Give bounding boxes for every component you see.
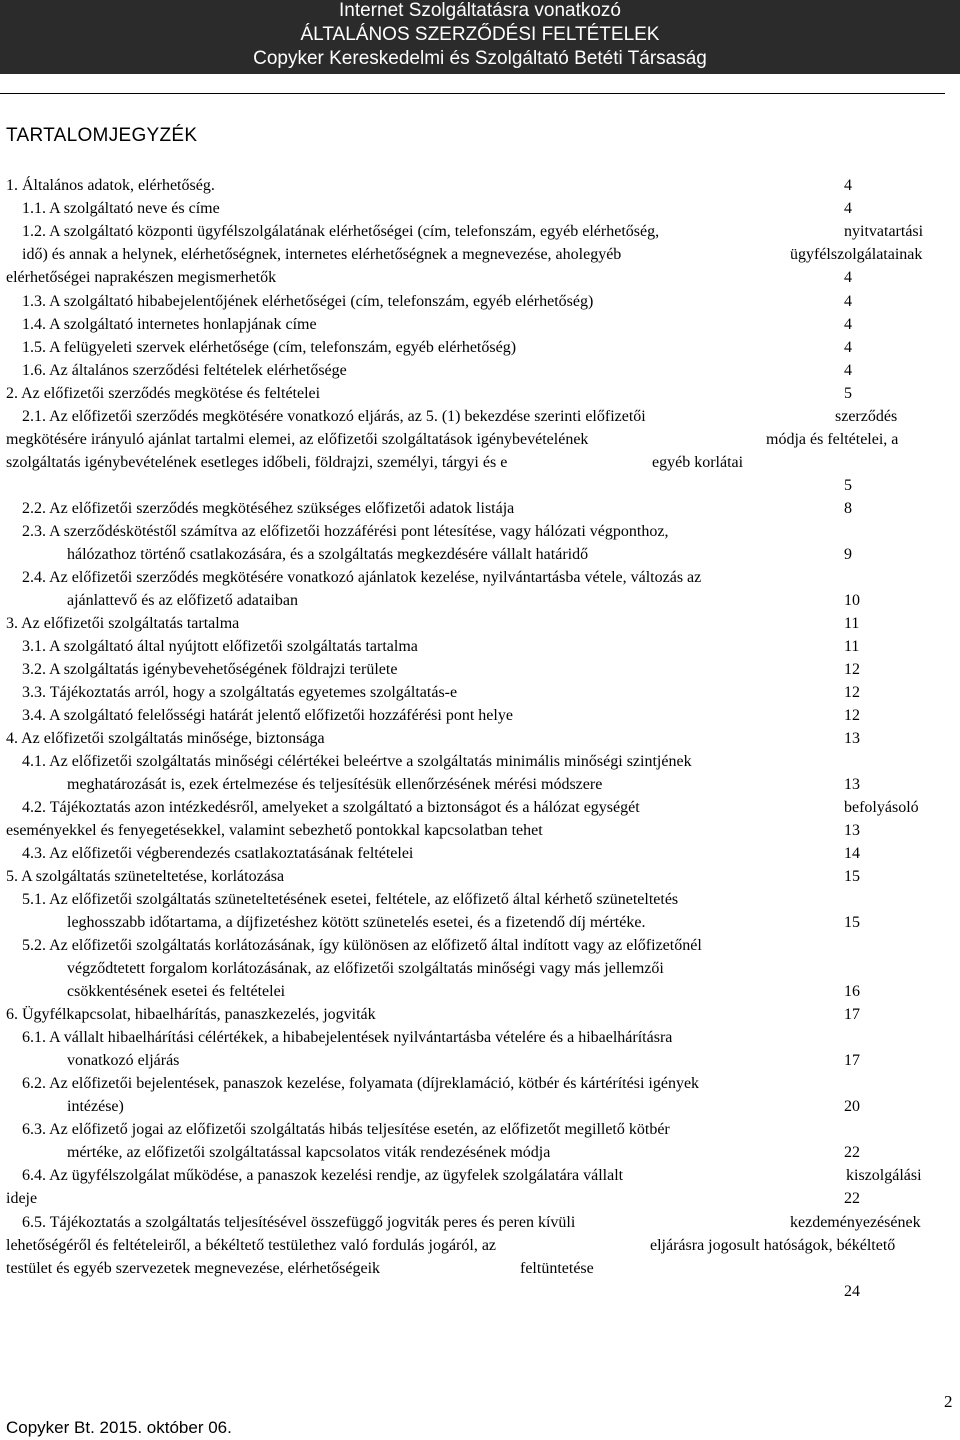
toc-line: kiszolgálási <box>846 1167 922 1184</box>
toc-line: feltüntetése <box>520 1260 594 1277</box>
toc-line: 3.1. A szolgáltató által nyújtott előfizetői szolgáltatás tartalma <box>22 638 418 655</box>
toc-line: 2.1. Az előfizetői szerződés megkötésére vonatkozó eljárás, az 5. (1) bekezdése szerinti előfizetői <box>22 408 646 425</box>
toc-page-number: 12 <box>844 707 860 724</box>
toc-page-number: 8 <box>844 500 852 517</box>
toc-page-number: 13 <box>844 730 860 747</box>
toc-line: szerződés <box>835 408 898 425</box>
document-footer: Copyker Bt. 2015. október 06. <box>6 1418 232 1437</box>
toc-page-number: 22 <box>844 1190 860 1207</box>
toc-page-number: 10 <box>844 592 860 609</box>
toc-line: meghatározását is, ezek értelmezése és teljesítésük ellenőrzésének mérési módszere <box>67 776 603 793</box>
toc-page-number: 17 <box>844 1006 860 1023</box>
toc-line: csökkentésének esetei és feltételei <box>67 983 286 1000</box>
header-line-1: Internet Szolgáltatásra vonatkozó <box>338 0 621 21</box>
toc-page-number: 11 <box>844 615 860 632</box>
toc-line: 2.4. Az előfizetői szerződés megkötésére vonatkozó ajánlatok kezelése, nyilvántartásba vétele, változás az <box>22 569 702 586</box>
toc-line: leghosszabb időtartama, a díjfizetéshez kötött szünetelés esetei, és a fizetendő díj mértéke. <box>67 914 646 931</box>
toc-line: 1.4. A szolgáltató internetes honlapjának címe <box>22 316 317 333</box>
toc-line: 5.1. Az előfizetői szolgáltatás szüneteltetésének esetei, feltétele, az előfizető által kérhető szüneteltetés <box>22 891 679 908</box>
toc-line: elérhetőségei naprakészen megismerhetők <box>6 269 277 286</box>
toc-line: testület és egyéb szervezetek megnevezése, elérhetőségeik <box>6 1260 381 1277</box>
toc-line: 3.2. A szolgáltatás igénybevehetőségének földrajzi területe <box>22 661 398 678</box>
toc-page-number: 4 <box>844 200 852 217</box>
header-line-2: ÁLTALÁNOS SZERZŐDÉSI FELTÉTELEK <box>300 24 660 45</box>
toc-line: 1.6. Az általános szerződési feltételek elérhetősége <box>22 362 347 379</box>
toc-line: 3. Az előfizetői szolgáltatás tartalma <box>6 615 240 632</box>
toc-line: idő) és annak a helynek, elérhetőségnek, internetes elérhetőségnek a megnevezése, aholegyéb <box>22 246 622 263</box>
toc-line: 6. Ügyfélkapcsolat, hibaelhárítás, panaszkezelés, jogviták <box>6 1006 376 1023</box>
toc-page-number: 4 <box>844 269 852 286</box>
header-rule <box>0 93 945 94</box>
toc-line: 6.5. Tájékoztatás a szolgáltatás teljesítésével összefüggő jogviták peres és peren kívüli <box>22 1214 576 1231</box>
toc-line: 1.1. A szolgáltató neve és címe <box>22 200 220 217</box>
toc-line: vonatkozó eljárás <box>67 1052 180 1069</box>
toc-line: végződtetett forgalom korlátozásának, az előfizetői szolgáltatás minőségi vagy más jellemzői <box>67 960 664 977</box>
toc-page-number: 16 <box>844 983 860 1000</box>
toc-line: 6.2. Az előfizetői bejelentések, panaszok kezelése, folyamata (díjreklamáció, kötbér és kártérítési igények <box>22 1075 700 1092</box>
toc-page-number: 4 <box>844 293 852 310</box>
toc-line: 1.2. A szolgáltató központi ügyfélszolgálatának elérhetőségei (cím, telefonszám, egyéb elérhetőség, <box>22 223 660 240</box>
toc-page-number: 4 <box>844 362 852 379</box>
toc-title: TARTALOMJEGYZÉK <box>6 125 198 146</box>
toc-line: 2.2. Az előfizetői szerződés megkötéséhez szükséges előfizetői adatok listája <box>22 500 515 517</box>
toc-page-number: 4 <box>844 339 852 356</box>
toc-line: 6.1. A vállalt hibaelhárítási célértékek, a hibabejelentések nyilvántartásba vételére és a hibaelhárításra <box>22 1029 673 1046</box>
toc-line: 1. Általános adatok, elérhetőség. <box>6 177 215 194</box>
toc-page-number: 11 <box>844 638 860 655</box>
toc-page-number: 9 <box>844 546 852 563</box>
toc-line: befolyásoló <box>844 799 919 816</box>
toc-line: szolgáltatás igénybevételének esetleges időbeli, földrajzi, személyi, tárgyi és e <box>6 454 508 471</box>
toc-line: eljárásra jogosult hatóságok, békéltető <box>650 1237 896 1254</box>
toc-line: 6.3. Az előfizető jogai az előfizetői szolgáltatás hibás teljesítése esetén, az előfizetőt megillető kötbér <box>22 1121 670 1138</box>
document-header <box>0 0 960 74</box>
toc-line: intézése) <box>67 1098 124 1115</box>
toc-page-number: 5 <box>844 385 852 402</box>
toc-line: módja és feltételei, a <box>766 431 899 448</box>
toc-line: 4.3. Az előfizetői végberendezés csatlakoztatásának feltételei <box>22 845 414 862</box>
toc-line: kezdeményezésének <box>790 1214 921 1231</box>
toc-page-number: 5 <box>844 477 852 494</box>
toc-line: egyéb korlátai <box>652 454 744 471</box>
toc-page-number: 15 <box>844 914 860 931</box>
toc-line: megkötésére irányuló ajánlat tartalmi elemei, az előfizetői szolgáltatások igénybevételének <box>6 431 589 448</box>
toc-page-number: 4 <box>844 316 852 333</box>
toc-line: nyitvatartási <box>844 223 924 240</box>
toc-page-number: 14 <box>844 845 860 862</box>
toc-line: 1.3. A szolgáltató hibabejelentőjének elérhetőségei (cím, telefonszám, egyéb elérhetőség) <box>22 293 594 310</box>
toc-line: ideje <box>6 1190 38 1207</box>
toc-line: 3.4. A szolgáltató felelősségi határát jelentő előfizetői hozzáférési pont helye <box>22 707 513 724</box>
toc-line: 4. Az előfizetői szolgáltatás minősége, biztonsága <box>6 730 325 747</box>
toc-line: 1.5. A felügyeleti szervek elérhetősége (cím, telefonszám, egyéb elérhetőség) <box>22 339 517 356</box>
toc-page-number: 24 <box>844 1283 860 1300</box>
toc-line: hálózathoz történő csatlakozására, és a szolgáltatás megkezdésére vállalt határidő <box>67 546 589 563</box>
toc-line: 4.1. Az előfizetői szolgáltatás minőségi célértékei beleértve a szolgáltatás minimális minőségi szintjének <box>22 753 692 770</box>
toc-line: ügyfélszolgálatainak <box>790 246 923 263</box>
toc-line: lehetőségéről és feltételeiről, a békéltető testülethez való fordulás jogáról, az <box>6 1237 497 1254</box>
toc-page-number: 4 <box>844 177 852 194</box>
toc-page-number: 15 <box>844 868 860 885</box>
toc-page-number: 17 <box>844 1052 860 1069</box>
toc-line: 6.4. Az ügyfélszolgálat működése, a panaszok kezelési rendje, az ügyfelek szolgálatára vállalt <box>22 1167 624 1184</box>
toc-line: 4.2. Tájékoztatás azon intézkedésről, amelyeket a szolgáltató a biztonságot és a hálózat egységét <box>22 799 640 816</box>
toc-line: eseményekkel és fenyegetésekkel, valamint sebezhető pontokkal kapcsolatban tehet <box>6 822 543 839</box>
toc-line: 3.3. Tájékoztatás arról, hogy a szolgáltatás egyetemes szolgáltatás-e <box>22 684 458 701</box>
toc-page-number: 20 <box>844 1098 860 1115</box>
toc-line: 2. Az előfizetői szerződés megkötése és feltételei <box>6 385 321 402</box>
header-line-3: Copyker Kereskedelmi és Szolgáltató Betéti Társaság <box>253 48 707 69</box>
page-number: 2 <box>944 1392 953 1411</box>
toc-page-number: 12 <box>844 661 860 678</box>
toc-page-number: 22 <box>844 1144 860 1161</box>
toc-line: mértéke, az előfizetői szolgáltatással kapcsolatos viták rendezésének módja <box>67 1144 551 1161</box>
toc-page-number: 12 <box>844 684 860 701</box>
toc-line: ajánlattevő és az előfizető adataiban <box>67 592 298 609</box>
toc-line: 2.3. A szerződéskötéstől számítva az előfizetői hozzáférési pont létesítése, vagy hálózati végponthoz, <box>22 523 669 540</box>
toc-line: 5.2. Az előfizetői szolgáltatás korlátozásának, így különösen az előfizető által indított vagy az előfizetőnél <box>22 937 702 954</box>
toc-page-number: 13 <box>844 776 860 793</box>
toc-page-number: 13 <box>844 822 860 839</box>
toc-line: 5. A szolgáltatás szüneteltetése, korlátozása <box>6 868 285 885</box>
